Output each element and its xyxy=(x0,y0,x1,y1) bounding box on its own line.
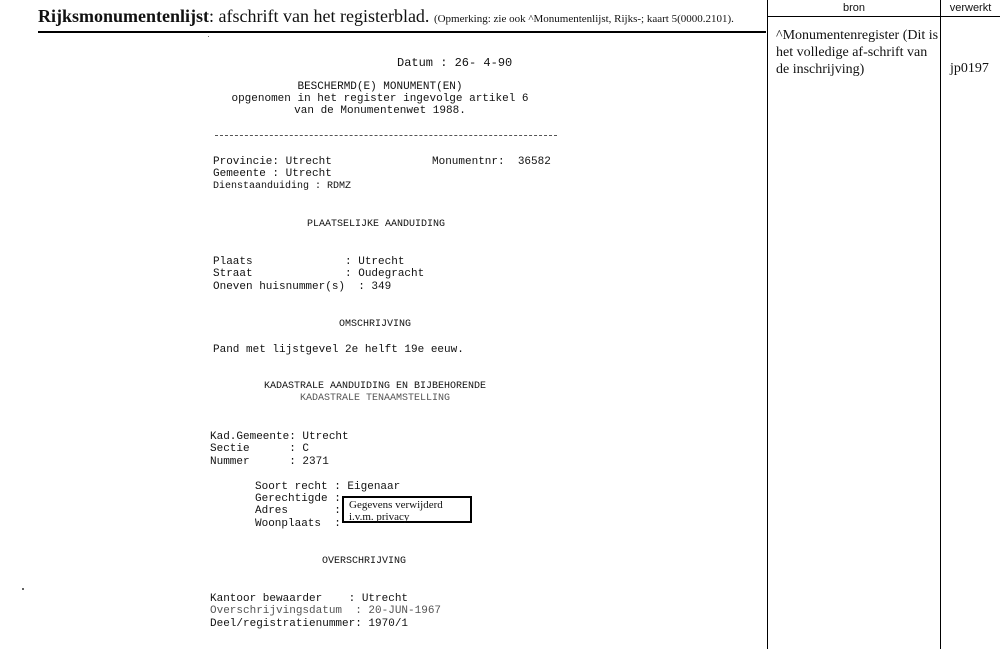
overschrijvingsdatum-line: Overschrijvingsdatum : 20-JUN-1967 xyxy=(210,605,442,617)
provincie-line: Provincie: Utrecht xyxy=(213,156,332,168)
section-overschrijving: OVERSCHRIJVING xyxy=(322,556,407,567)
soort-recht-line: Soort recht : Eigenaar xyxy=(255,481,401,493)
woonplaats-line: Woonplaats : xyxy=(255,518,341,530)
verwerkt-text: jp0197 xyxy=(950,61,989,76)
section-kadaster xyxy=(230,381,520,405)
kadaster-line-2: KADASTRALE TENAAMSTELLING xyxy=(299,393,451,404)
column-divider-right xyxy=(940,0,941,649)
kantoor-line: Kantoor bewaarder : Utrecht xyxy=(210,593,409,605)
nummer-line: Nummer : 2371 xyxy=(210,456,329,468)
column-header-verwerkt: verwerkt xyxy=(941,0,1000,17)
monumentnr-line: Monumentnr: 36582 xyxy=(432,156,551,168)
register-heading xyxy=(200,81,560,117)
bron-text: ^Monumentenregister (Dit is het volledige af-schrift van de inschrijving) xyxy=(776,28,939,77)
datum-line: Datum : 26- 4-90 xyxy=(397,56,513,70)
privacy-notice: Gegevens verwijderd i.v.m. privacy xyxy=(342,496,472,523)
kadaster-line-1: KADASTRALE AANDUIDING EN BIJBEHORENDE xyxy=(263,381,487,392)
omschrijving-line: Pand met lijstgevel 2e helft 19e eeuw. xyxy=(213,344,464,356)
heading-line-3: van de Monumentenwet 1988. xyxy=(294,105,466,117)
sectie-line: Sectie : C xyxy=(210,443,310,455)
page-title xyxy=(38,6,734,27)
scan-speck xyxy=(208,36,209,37)
header-rule xyxy=(38,31,766,33)
deel-line: Deel/registratienummer: 1970/1 xyxy=(210,618,409,630)
scan-speck xyxy=(22,588,24,590)
title-rest: : afschrift van het registerblad. xyxy=(209,6,430,26)
heading-line-2: opgenomen in het register ingevolge artikel 6 xyxy=(231,93,529,105)
kad-gemeente-line: Kad.Gemeente: Utrecht xyxy=(210,431,349,443)
plaats-line: Plaats : Utrecht xyxy=(213,256,405,268)
title-note: (Opmerking: zie ook ^Monumentenlijst, Rijks-; kaart 5(0000.2101). xyxy=(433,13,734,25)
column-divider-left xyxy=(767,0,768,649)
dienst-line: Dienstaanduiding : RDMZ xyxy=(213,181,352,192)
section-omschrijving: OMSCHRIJVING xyxy=(339,319,412,330)
gemeente-line: Gemeente : Utrecht xyxy=(213,168,332,180)
gerechtigde-line: Gerechtigde : xyxy=(255,493,341,505)
adres-line: Adres : xyxy=(255,505,341,517)
column-header-bron: bron xyxy=(768,0,940,17)
heading-line-1: BESCHERMD(E) MONUMENT(EN) xyxy=(297,81,463,93)
section-plaatselijke: PLAATSELIJKE AANDUIDING xyxy=(307,219,446,230)
document-divider xyxy=(215,135,557,136)
oneven-line: Oneven huisnummer(s) : 349 xyxy=(213,281,392,293)
title-bold: Rijksmonumentenlijst xyxy=(38,6,210,26)
straat-line: Straat : Oudegracht xyxy=(213,268,425,280)
